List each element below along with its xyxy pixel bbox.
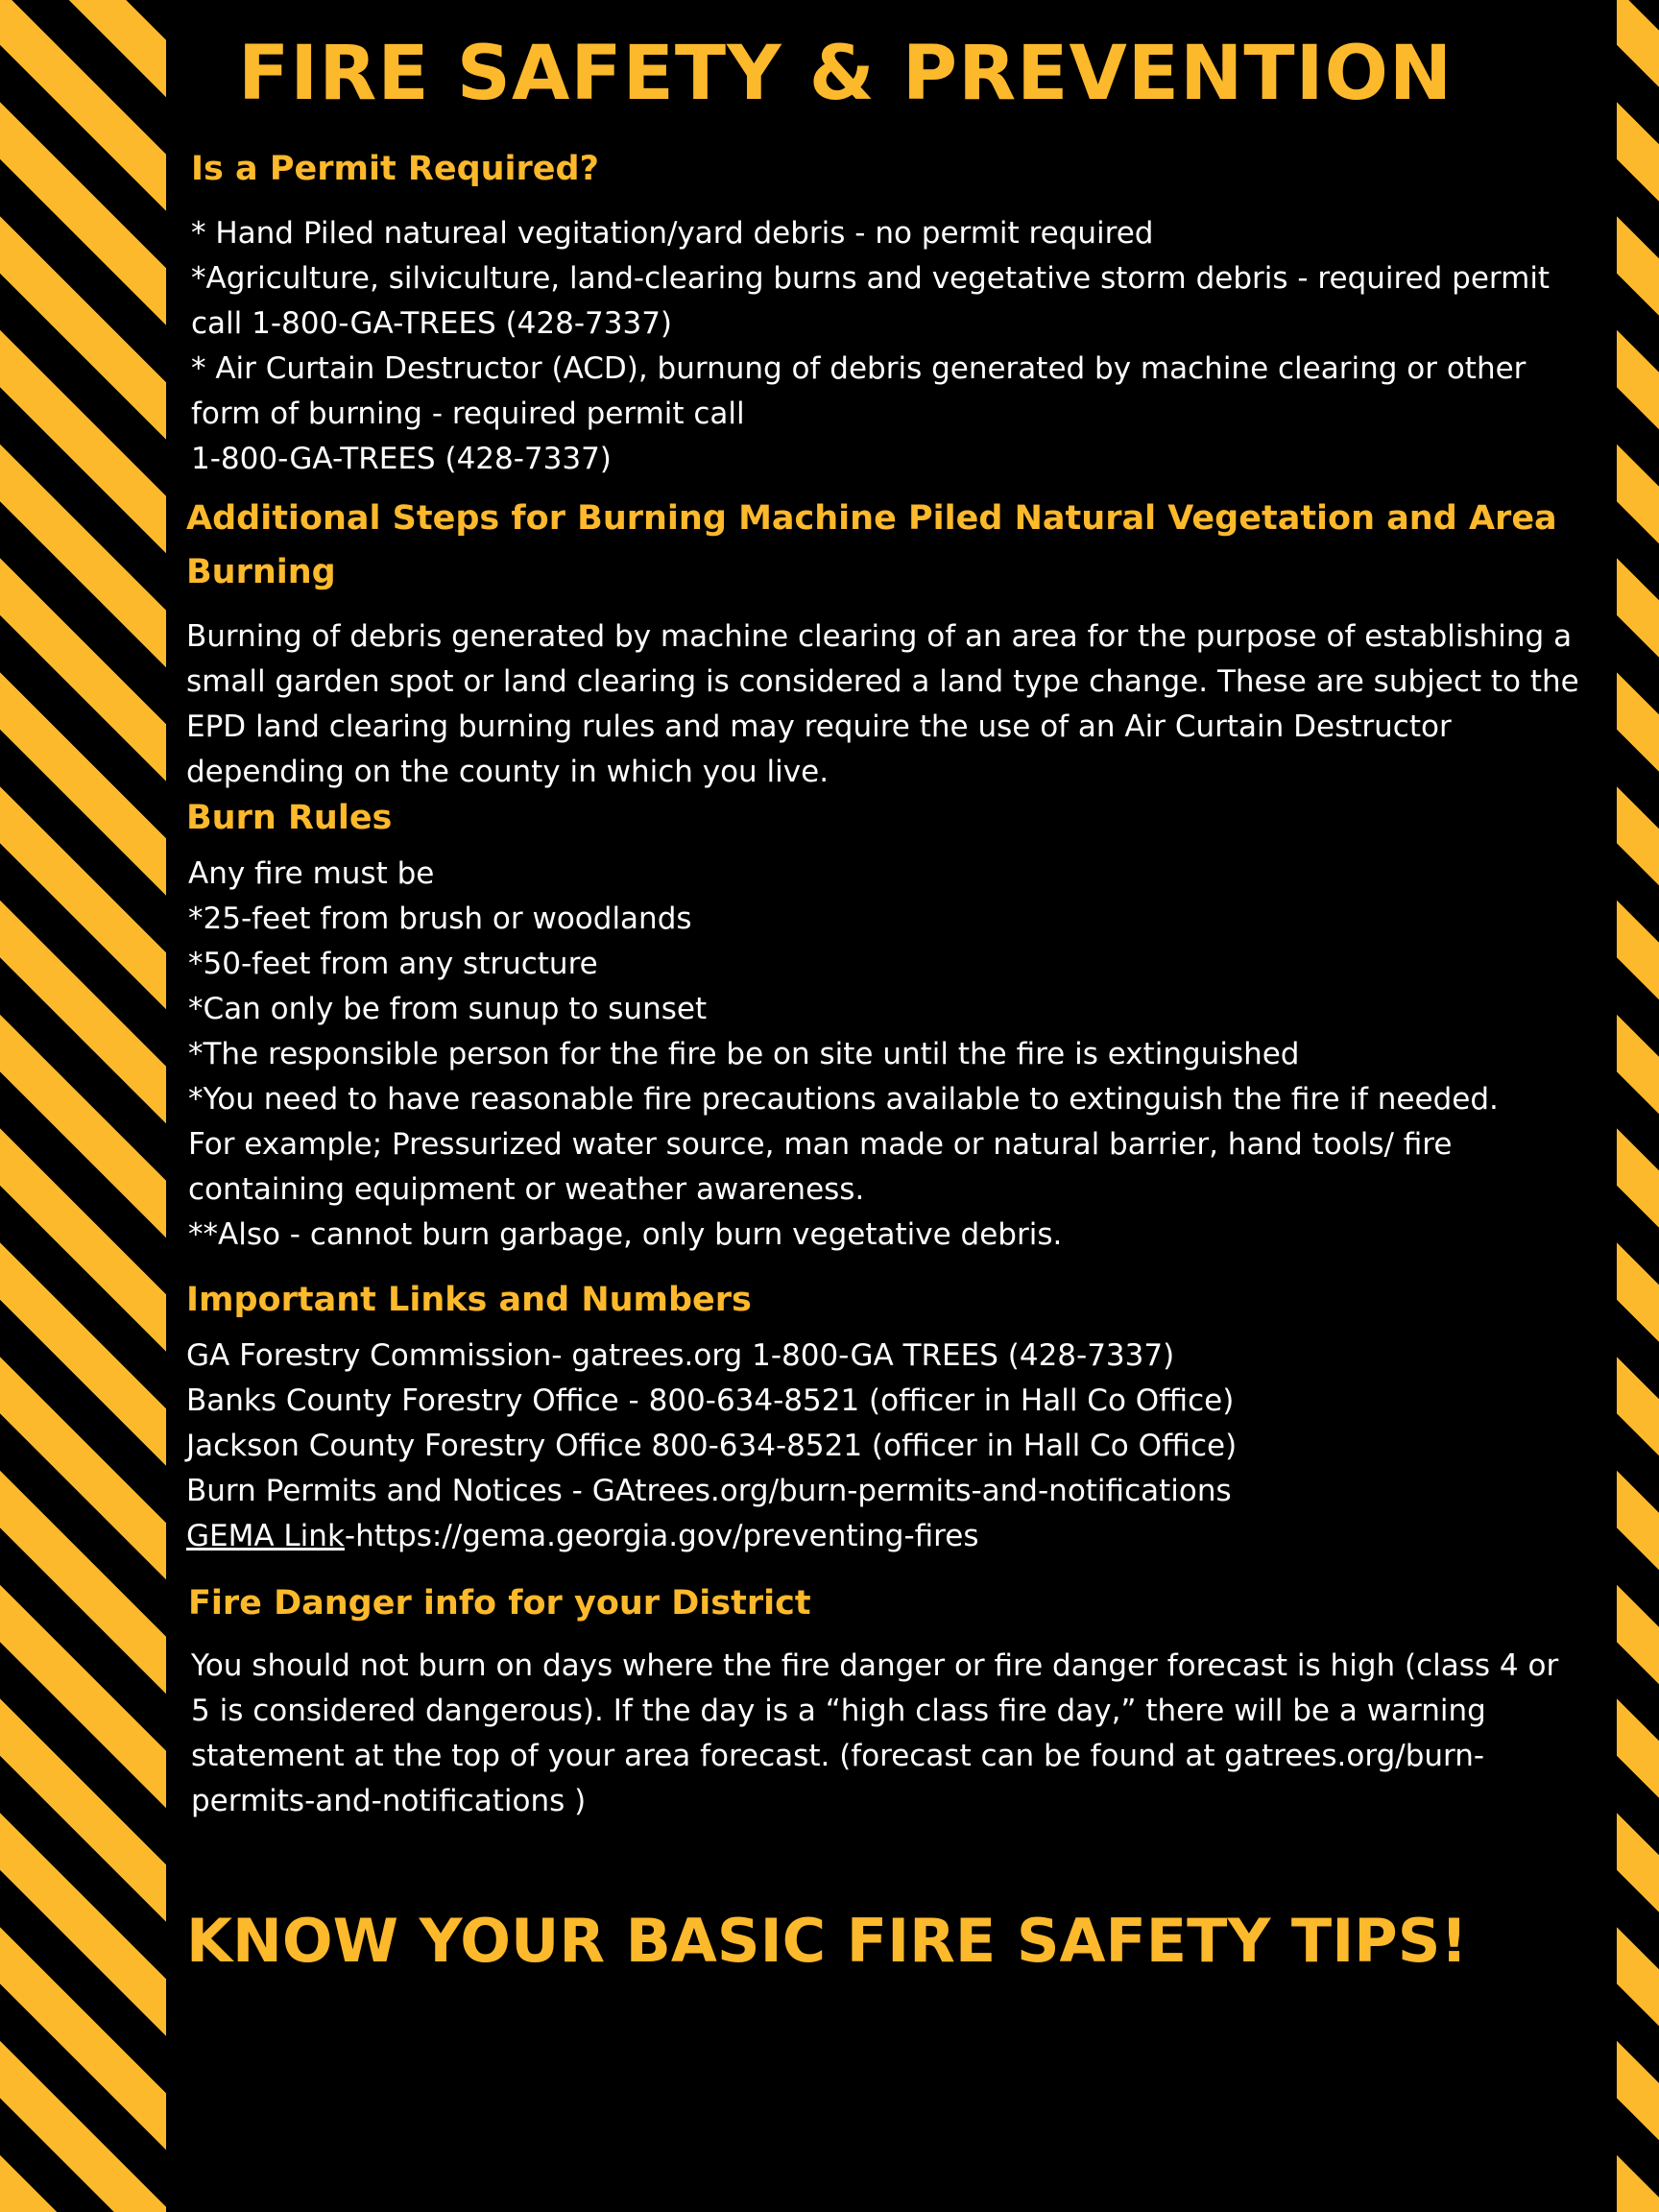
hazard-stripe-left (0, 0, 166, 2212)
additional-steps-text (186, 614, 1579, 795)
permit-line: * Air Curtain Destructor (ACD), burnung of debris generated by machine clearing or other (191, 351, 1527, 386)
burn-rule-line: For example; Pressurized water source, man made or natural barrier, hand tools/ fire (188, 1127, 1453, 1162)
safety-tips-banner: KNOW YOUR BASIC FIRE SAFETY TIPS! (186, 1906, 1468, 1976)
links-text (186, 1334, 1237, 1559)
gema-link[interactable]: GEMA Link (186, 1519, 345, 1553)
permit-heading: Is a Permit Required? (191, 150, 599, 188)
burn-rule-line: **Also - cannot burn garbage, only burn vegetative debris. (188, 1217, 1063, 1252)
burn-rule-line: *25-feet from brush or woodlands (188, 902, 692, 936)
page-title: FIRE SAFETY & PREVENTION (238, 31, 1454, 117)
fire-danger-text (191, 1644, 1558, 1824)
burn-rules-heading: Burn Rules (186, 799, 393, 837)
flyer-content (182, 0, 1603, 2212)
links-heading: Important Links and Numbers (186, 1281, 752, 1319)
additional-steps-line: small garden spot or land clearing is considered a land type change. These are subject to the (186, 664, 1579, 699)
burn-rule-line: Any fire must be (188, 856, 435, 891)
fire-danger-line: statement at the top of your area forecast. (forecast can be found at gatrees.org/burn- (191, 1739, 1485, 1773)
permit-text (191, 211, 1550, 482)
additional-steps-line: depending on the county in which you live. (186, 755, 830, 789)
permit-line: 1-800-GA-TREES (428-7337) (191, 442, 612, 476)
burn-rule-line: *You need to have reasonable fire precautions available to extinguish the fire if needed. (188, 1082, 1499, 1117)
burn-rules-text (188, 852, 1499, 1258)
additional-steps-line: Burning of debris generated by machine clearing of an area for the purpose of establishing a (186, 619, 1573, 654)
gema-link-line (186, 1514, 1237, 1559)
fire-danger-line: permits-and-notifications ) (191, 1784, 587, 1818)
hazard-stripe-right (1617, 0, 1659, 2212)
gema-link-url: -https://gema.georgia.gov/preventing-fires (344, 1519, 979, 1553)
links-line: GA Forestry Commission- gatrees.org 1-800-GA TREES (428-7337) (186, 1338, 1175, 1373)
permit-line: *Agriculture, silviculture, land-clearing burns and vegetative storm debris - required permit (191, 261, 1551, 296)
additional-steps-heading-line: Additional Steps for Burning Machine Piled Natural Vegetation and Area (186, 499, 1557, 538)
fire-danger-line: You should not burn on days where the fire danger or fire danger forecast is high (class 4 or (191, 1648, 1559, 1683)
links-line: Jackson County Forestry Office 800-634-8521 (officer in Hall Co Office) (186, 1429, 1238, 1463)
additional-steps-heading (186, 492, 1557, 599)
burn-rule-line: containing equipment or weather awareness. (188, 1172, 865, 1207)
fire-danger-line: 5 is considered dangerous). If the day is a “high class fire day,” there will be a warning (191, 1694, 1486, 1728)
fire-danger-heading: Fire Danger info for your District (188, 1584, 811, 1623)
links-line: Burn Permits and Notices - GAtrees.org/burn-permits-and-notifications (186, 1474, 1232, 1508)
burn-rule-line: *Can only be from sunup to sunset (188, 992, 708, 1026)
links-line: Banks County Forestry Office - 800-634-8521 (officer in Hall Co Office) (186, 1383, 1235, 1418)
permit-line: * Hand Piled natureal vegitation/yard debris - no permit required (191, 216, 1154, 251)
additional-steps-heading-line: Burning (186, 553, 336, 591)
permit-line: form of burning - required permit call (191, 397, 745, 431)
permit-line: call 1-800-GA-TREES (428-7337) (191, 306, 673, 341)
additional-steps-line: EPD land clearing burning rules and may require the use of an Air Curtain Destructor (186, 709, 1452, 744)
burn-rule-line: *50-feet from any structure (188, 947, 598, 981)
burn-rule-line: *The responsible person for the fire be on site until the fire is extinguished (188, 1037, 1300, 1071)
